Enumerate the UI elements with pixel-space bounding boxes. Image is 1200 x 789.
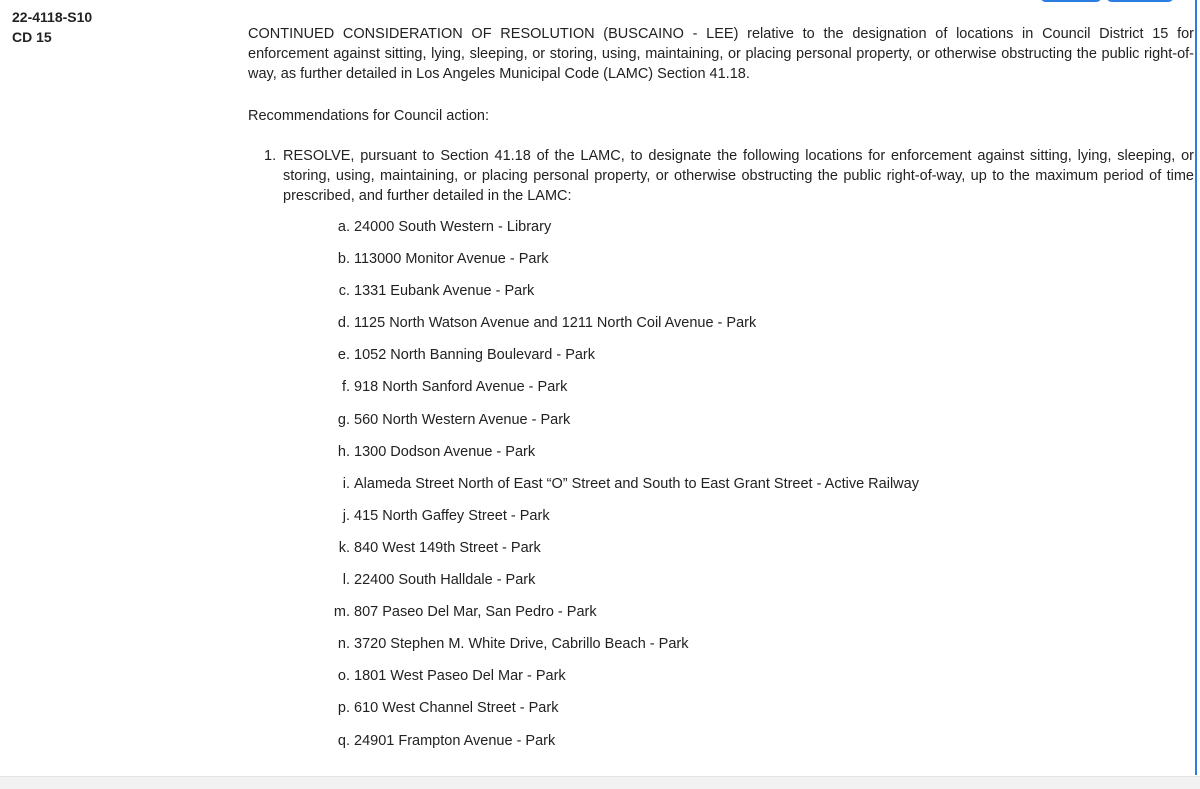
location-item: [283, 698, 1194, 730]
location-text: 1300 Dodson Avenue - Park: [354, 443, 536, 460]
location-item: [283, 538, 1194, 570]
location-text: 1801 West Paseo Del Mar - Park: [354, 668, 566, 685]
location-text: Alameda Street North of East “O” Street and South to East Grant Street - Active Railway: [354, 475, 919, 492]
location-item: [283, 731, 1194, 763]
resolve-clause: [248, 146, 1194, 752]
location-letter: b.: [337, 251, 350, 268]
resolve-number: 1.: [264, 148, 277, 164]
location-text: 24000 South Western - Library: [354, 219, 552, 235]
location-letter: k.: [338, 539, 350, 556]
location-letter: q.: [337, 732, 350, 749]
location-text: 24901 Frampton Avenue - Park: [354, 732, 556, 749]
location-letter: j.: [342, 507, 350, 524]
right-border-rule: [1195, 0, 1197, 775]
location-item: [283, 570, 1194, 602]
location-text: 840 West 149th Street - Park: [354, 539, 541, 556]
location-item: [283, 666, 1194, 698]
location-item: [283, 506, 1194, 538]
location-item: [283, 410, 1194, 442]
location-letter: p.: [337, 700, 350, 717]
top-button-group: [1040, 0, 1174, 2]
resolve-text: RESOLVE, pursuant to Section 41.18 of the LAMC, to designate the following locations for enforcement against sitting, lying, sleeping, or storing, using, maintaining, or placing personal property, or otherwise obstructing the public right-of-way, up to the maximum period of time prescribed, and further detailed in the LAMC:: [283, 148, 1194, 204]
location-text: 1331 Eubank Avenue - Park: [354, 283, 535, 300]
bottom-scroll-band: [0, 776, 1200, 789]
location-item: [283, 217, 1194, 249]
location-text: 560 North Western Avenue - Park: [354, 411, 571, 428]
location-item: [283, 442, 1194, 474]
location-list: [283, 217, 1194, 763]
location-letter: g.: [337, 411, 350, 428]
top-action-button-primary[interactable]: [1040, 0, 1102, 2]
location-text: 610 West Channel Street - Park: [354, 700, 559, 717]
location-text: 1052 North Banning Boulevard - Park: [354, 347, 596, 364]
location-text: 1125 North Watson Avenue and 1211 North Coil Avenue - Park: [354, 315, 757, 332]
item-content: [248, 24, 1194, 752]
item-description: CONTINUED CONSIDERATION OF RESOLUTION (BUSCAINO - LEE) relative to the designation of locations in Council District 15 for enforcement against sitting, lying, sleeping, or storing, using, maintaining, or placing personal property, or otherwise obstructing the public right-of-way, as further detailed in Los Angeles Municipal Code (LAMC) Section 41.18.: [248, 26, 1194, 82]
location-letter: c.: [338, 283, 350, 300]
top-action-button-secondary[interactable]: [1106, 0, 1174, 2]
location-item: [283, 249, 1194, 281]
location-text: 22400 South Halldale - Park: [354, 572, 536, 589]
item-meta: [12, 7, 92, 47]
location-letter: d.: [337, 315, 350, 332]
location-letter: e.: [337, 347, 350, 364]
location-letter: f.: [341, 379, 350, 396]
location-item: [283, 602, 1194, 634]
location-text: 415 North Gaffey Street - Park: [354, 507, 550, 524]
location-letter: o.: [337, 668, 350, 685]
location-letter: a.: [337, 219, 350, 235]
location-text: 807 Paseo Del Mar, San Pedro - Park: [354, 604, 597, 621]
location-text: 918 North Sanford Avenue - Park: [354, 379, 568, 396]
location-text: 3720 Stephen M. White Drive, Cabrillo Beach - Park: [354, 636, 689, 653]
location-item: [283, 313, 1194, 345]
location-item: [283, 281, 1194, 313]
location-letter: m.: [333, 604, 350, 621]
location-item: [283, 345, 1194, 377]
location-letter: h.: [337, 443, 350, 460]
location-item: [283, 474, 1194, 506]
council-district: CD 15: [12, 29, 52, 45]
file-number: 22-4118-S10: [12, 9, 93, 25]
location-letter: n.: [337, 636, 350, 653]
location-letter: i.: [342, 475, 350, 492]
recommendations-heading: Recommendations for Council action:: [248, 108, 489, 124]
location-letter: l.: [342, 572, 350, 589]
location-text: 113000 Monitor Avenue - Park: [354, 251, 549, 268]
location-item: [283, 377, 1194, 409]
location-item: [283, 634, 1194, 666]
